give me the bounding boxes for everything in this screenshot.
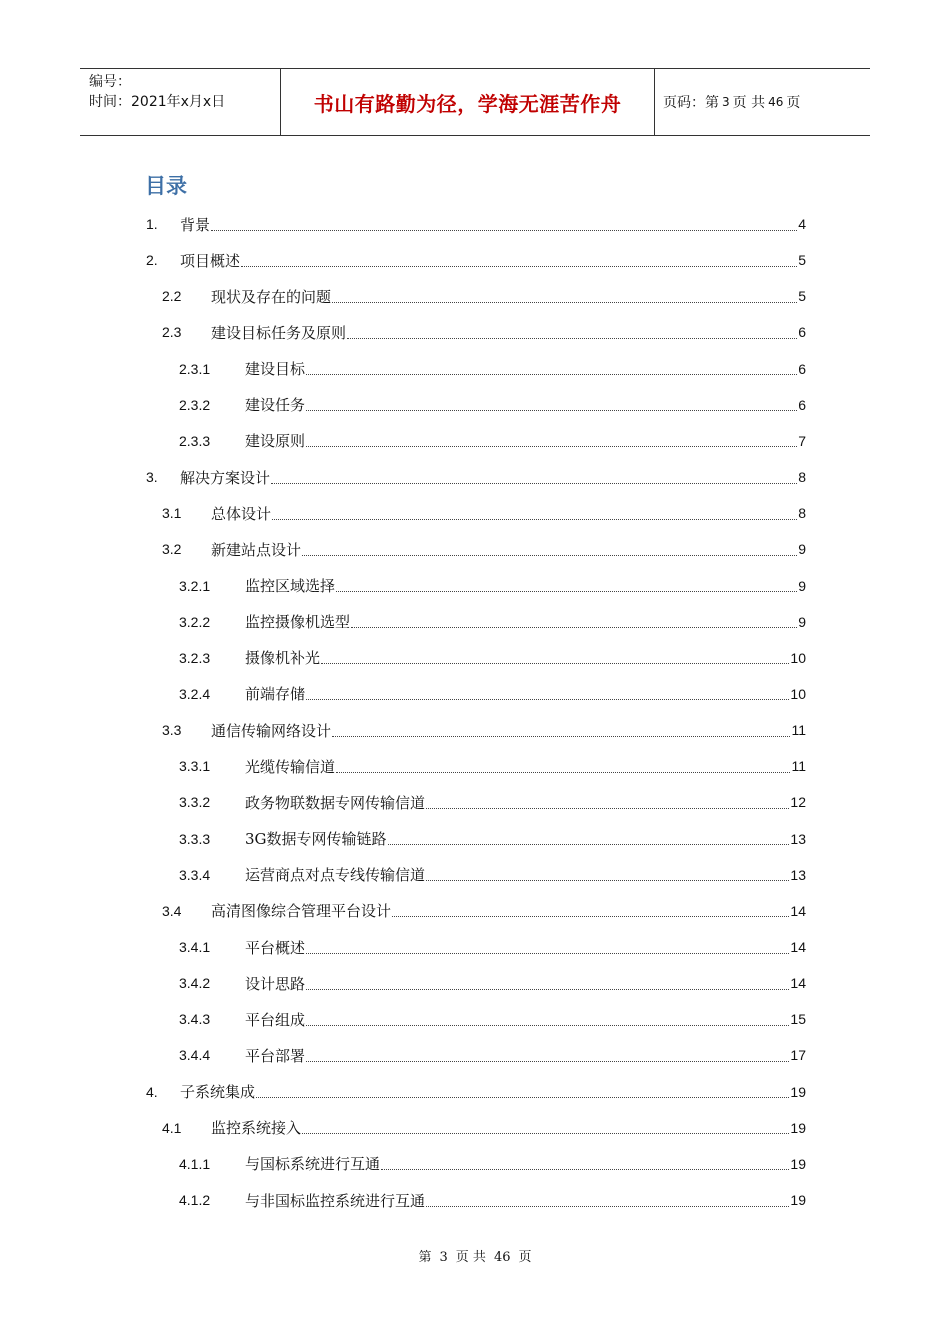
toc-entry-page: 14 xyxy=(790,902,806,919)
toc-entry-label: 通信传输网络设计 xyxy=(211,721,332,740)
toc-entry-page: 6 xyxy=(798,324,806,341)
toc-entry-page: 7 xyxy=(798,432,806,449)
toc-entry-number: 3. xyxy=(146,469,158,486)
toc-dot-leader xyxy=(332,302,797,303)
toc-dot-leader xyxy=(306,699,789,700)
footer-prefix: 第 xyxy=(418,1250,432,1265)
toc-entry-page: 11 xyxy=(791,758,806,775)
toc-entry[interactable] xyxy=(179,929,806,965)
page-mid: 页 共 xyxy=(732,95,766,111)
toc-entry-label: 现状及存在的问题 xyxy=(211,287,332,306)
toc-entry-number: 3.4 xyxy=(162,902,182,919)
page-current: 3 xyxy=(722,95,730,109)
toc-entry[interactable] xyxy=(179,423,806,459)
footer-suffix: 页 xyxy=(518,1250,532,1265)
toc-entry-page: 13 xyxy=(790,866,806,883)
toc-dot-leader xyxy=(302,1133,789,1134)
toc-entry-page: 19 xyxy=(790,1155,806,1172)
toc-entry[interactable] xyxy=(146,459,806,495)
toc-entry-number: 3.2.2 xyxy=(179,613,211,630)
toc-entry[interactable] xyxy=(179,1001,806,1037)
toc-entry-number: 3.2.4 xyxy=(179,685,211,702)
document-time-label: 时间：2021年x月x日 xyxy=(89,94,226,110)
page-prefix: 页码：第 xyxy=(663,95,719,111)
toc-dot-leader xyxy=(241,266,797,267)
toc-entry-number: 2.3.2 xyxy=(179,396,211,413)
toc-entry[interactable] xyxy=(162,531,806,567)
toc-entry[interactable] xyxy=(179,748,806,784)
toc-entry-label: 运营商点对点专线传输信道 xyxy=(245,866,426,885)
toc-entry-page: 9 xyxy=(798,613,806,630)
toc-entry-number: 2. xyxy=(146,252,158,269)
toc-entry-number: 3.4.1 xyxy=(179,939,211,955)
toc-entry-number: 3.3.3 xyxy=(179,830,211,847)
toc-entry-label: 子系统集成 xyxy=(180,1083,256,1102)
toc-entry[interactable] xyxy=(179,604,806,640)
toc-entry[interactable] xyxy=(179,857,806,893)
toc-entry-number: 3.3.1 xyxy=(179,758,211,775)
toc-dot-leader xyxy=(271,483,797,484)
toc-entry[interactable] xyxy=(179,821,806,857)
toc-entry-label: 新建站点设计 xyxy=(211,540,302,559)
toc-entry-label: 建设任务 xyxy=(245,396,306,415)
toc-entry[interactable] xyxy=(162,278,806,314)
footer-total: 46 xyxy=(493,1250,511,1265)
toc-entry-label: 平台组成 xyxy=(245,1010,306,1029)
toc-dot-leader xyxy=(306,374,797,375)
toc-entry-page: 19 xyxy=(790,1119,806,1136)
toc-dot-leader xyxy=(306,953,789,954)
toc-entry-number: 3.4.4 xyxy=(179,1047,211,1064)
toc-dot-leader xyxy=(306,989,789,990)
toc-dot-leader xyxy=(392,916,789,917)
toc-entry-page: 6 xyxy=(798,396,806,413)
toc-entry-label: 建设原则 xyxy=(245,432,306,451)
toc-entry-page: 12 xyxy=(790,794,806,811)
toc-dot-leader xyxy=(426,1206,789,1207)
toc-entry[interactable] xyxy=(179,1182,806,1218)
toc-entry-label: 设计思路 xyxy=(245,974,306,993)
toc-entry[interactable] xyxy=(179,965,806,1001)
toc-entry-page: 10 xyxy=(790,649,806,666)
toc-entry[interactable] xyxy=(146,206,806,242)
header-meta xyxy=(80,69,281,135)
toc-entry-number: 3.2.1 xyxy=(179,577,211,594)
toc-entry-label: 监控摄像机选型 xyxy=(245,613,351,632)
toc-entry-label: 总体设计 xyxy=(211,504,272,523)
toc-entry-label: 平台部署 xyxy=(245,1046,306,1065)
toc-entry-number: 3.4.3 xyxy=(179,1011,211,1028)
toc-entry-page: 11 xyxy=(791,722,806,739)
toc-entry-number: 1. xyxy=(146,216,158,232)
toc-entry[interactable] xyxy=(179,784,806,820)
toc-entry[interactable] xyxy=(146,1074,806,1110)
toc-entry-number: 4.1.2 xyxy=(179,1192,211,1209)
footer-mid: 页 共 xyxy=(455,1250,486,1265)
toc-entry-page: 9 xyxy=(798,541,806,558)
toc-entry-label: 解决方案设计 xyxy=(180,468,271,487)
toc-entry-page: 8 xyxy=(798,505,806,522)
toc-entry-label: 平台概述 xyxy=(245,938,306,957)
toc-entry-label: 政务物联数据专网传输信道 xyxy=(245,793,426,812)
toc-entry-number: 3.4.2 xyxy=(179,975,211,992)
toc-entry-number: 2.3 xyxy=(162,324,182,341)
toc-entry-label: 建设目标 xyxy=(245,360,306,379)
toc-dot-leader xyxy=(306,1061,789,1062)
toc-entry[interactable] xyxy=(162,495,806,531)
toc-entry[interactable] xyxy=(162,1110,806,1146)
toc-dot-leader xyxy=(211,230,797,231)
toc-dot-leader xyxy=(256,1097,789,1098)
toc-entry[interactable] xyxy=(179,676,806,712)
toc-entry[interactable] xyxy=(179,387,806,423)
toc-entry-number: 2.2 xyxy=(162,288,182,305)
toc-entry-page: 10 xyxy=(790,685,806,702)
toc-entry-label: 建设目标任务及原则 xyxy=(211,323,347,342)
document-number-label: 编号： xyxy=(89,74,131,90)
toc-entry-label: 监控系统接入 xyxy=(211,1119,302,1138)
toc-entry-page: 13 xyxy=(790,830,806,847)
toc-entry-page: 5 xyxy=(798,288,806,305)
page-total: 46 xyxy=(768,95,784,109)
toc-entry-page: 14 xyxy=(790,939,806,955)
toc-dot-leader xyxy=(351,627,797,628)
toc-dot-leader xyxy=(336,591,797,592)
toc-entry-number: 4.1.1 xyxy=(179,1155,211,1172)
toc-entry-page: 6 xyxy=(798,360,806,377)
toc-entry-page: 19 xyxy=(790,1083,806,1100)
toc-entry-label: 背景 xyxy=(180,215,211,234)
toc-entry-page: 14 xyxy=(790,975,806,992)
toc-entry-page: 9 xyxy=(798,577,806,594)
toc-entry[interactable] xyxy=(179,568,806,604)
toc-entry[interactable] xyxy=(146,242,806,278)
toc-entry-number: 2.3.3 xyxy=(179,432,211,449)
toc-entry[interactable] xyxy=(162,712,806,748)
toc-entry[interactable] xyxy=(179,640,806,676)
toc-dot-leader xyxy=(306,446,797,447)
toc-entry[interactable] xyxy=(162,314,806,350)
toc-title: 目录 xyxy=(145,174,187,198)
footer-current: 3 xyxy=(439,1250,448,1265)
toc-dot-leader xyxy=(302,555,797,556)
toc-dot-leader xyxy=(336,772,790,773)
toc-entry[interactable] xyxy=(162,893,806,929)
toc-entry-number: 3.1 xyxy=(162,505,182,522)
toc-dot-leader xyxy=(272,519,797,520)
toc-dot-leader xyxy=(426,808,789,809)
toc-entry-label: 项目概述 xyxy=(180,251,241,270)
toc-entry-page: 4 xyxy=(798,216,806,232)
toc-entry[interactable] xyxy=(179,1037,806,1073)
toc-entry-number: 2.3.1 xyxy=(179,360,211,377)
toc-dot-leader xyxy=(388,844,790,845)
toc-dot-leader xyxy=(321,663,789,664)
toc-entry-page: 19 xyxy=(790,1192,806,1209)
toc-dot-leader xyxy=(381,1169,789,1170)
toc-entry-label: 高清图像综合管理平台设计 xyxy=(211,902,392,921)
page-suffix: 页 xyxy=(786,95,801,111)
toc-entry-label: 3G数据专网传输链路 xyxy=(245,830,387,849)
toc-entry-page: 15 xyxy=(790,1011,806,1028)
toc-entry-label: 光缆传输信道 xyxy=(245,757,336,776)
toc-entry-label: 与国标系统进行互通 xyxy=(245,1155,381,1174)
toc-dot-leader xyxy=(426,880,789,881)
toc-dot-leader xyxy=(306,410,797,411)
toc-entry-number: 3.2 xyxy=(162,541,182,558)
toc-dot-leader xyxy=(306,1025,789,1026)
toc-entry-number: 4. xyxy=(146,1083,158,1100)
page-footer xyxy=(0,1246,950,1265)
toc-entry-label: 前端存储 xyxy=(245,685,306,704)
page-header xyxy=(80,68,870,136)
toc-entry-label: 监控区域选择 xyxy=(245,577,336,595)
toc-entry-number: 3.3 xyxy=(162,722,182,739)
header-motto: 书山有路勤为径，学海无涯苦作舟 xyxy=(281,69,655,135)
toc-dot-leader xyxy=(332,736,790,737)
toc-entry-page: 8 xyxy=(798,469,806,486)
toc-entry-number: 4.1 xyxy=(162,1119,182,1136)
toc-entry-number: 3.3.4 xyxy=(179,866,211,883)
toc-entry-number: 3.2.3 xyxy=(179,649,211,666)
toc-entry-page: 5 xyxy=(798,252,806,269)
toc-entry-page: 17 xyxy=(790,1047,806,1064)
toc-entry-number: 3.3.2 xyxy=(179,794,211,811)
toc-entry-label: 与非国标监控系统进行互通 xyxy=(245,1191,426,1210)
toc-entry-label: 摄像机补光 xyxy=(245,649,321,668)
header-page-counter xyxy=(655,69,870,135)
toc-entry[interactable] xyxy=(179,351,806,387)
toc-entry[interactable] xyxy=(179,1146,806,1182)
toc-dot-leader xyxy=(347,338,797,339)
